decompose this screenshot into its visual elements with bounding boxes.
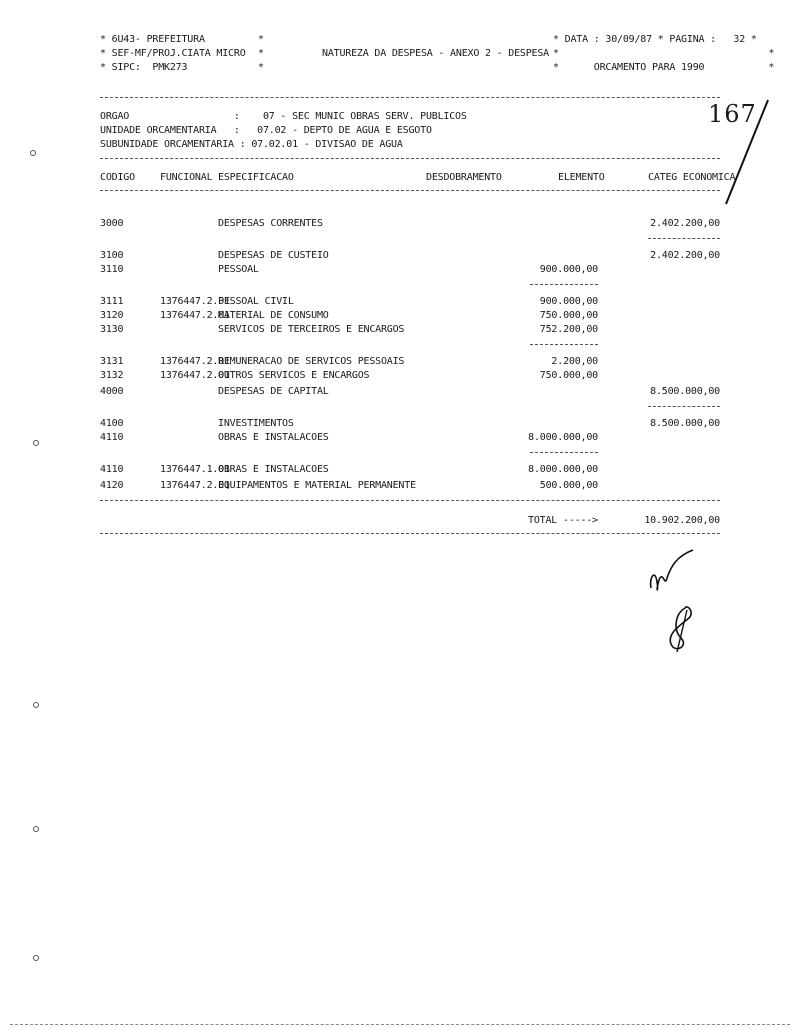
- subtotal-underline: [648, 238, 720, 239]
- pen-stroke-icon: [722, 96, 772, 208]
- row-elemento: 750.000,00: [539, 370, 598, 381]
- subunidade-line: SUBUNIDADE ORCAMENTARIA : 07.02.01 - DIVISAO DE AGUA: [100, 139, 403, 150]
- row-funcional: 1376447.2.01: [160, 370, 230, 381]
- row-especificacao: PESSOAL CIVIL: [218, 296, 294, 307]
- col-categ-economica: CATEG ECONOMICA: [648, 172, 736, 183]
- row-categ-economica: 2.402.200,00: [650, 250, 720, 261]
- row-funcional: 1376447.1.01: [160, 464, 230, 475]
- subtotal-underline: [530, 284, 598, 285]
- page-number-handwritten: 167: [708, 100, 757, 128]
- punch-hole-mark: [30, 150, 36, 156]
- header-left-3: * SIPC: PMK273: [100, 62, 188, 73]
- row-funcional: 1376447.2.01: [160, 310, 230, 321]
- row-especificacao: OBRAS E INSTALACOES: [218, 432, 329, 443]
- row-especificacao: OUTROS SERVICOS E ENCARGOS: [218, 370, 370, 381]
- col-funcional: FUNCIONAL: [160, 172, 213, 183]
- row-categ-economica: 8.500.000,00: [650, 386, 720, 397]
- row-code: 3131: [100, 356, 124, 367]
- col-especificacao: ESPECIFICACAO: [218, 172, 294, 183]
- row-code: 3110: [100, 264, 124, 275]
- row-code: 4100: [100, 418, 124, 429]
- row-especificacao: DESPESAS DE CAPITAL: [218, 386, 329, 397]
- subtotal-underline: [530, 344, 598, 345]
- row-especificacao: REMUNERACAO DE SERVICOS PESSOAIS: [218, 356, 405, 367]
- orgao-line: ORGAO : 07 - SEC MUNIC OBRAS SERV. PUBLICOS: [100, 111, 467, 122]
- row-categ-economica: 8.500.000,00: [650, 418, 720, 429]
- page-edge-line: [10, 1024, 790, 1025]
- subtotal-underline: [530, 452, 598, 453]
- row-especificacao: EQUIPAMENTOS E MATERIAL PERMANENTE: [218, 480, 416, 491]
- subtotal-underline: [648, 406, 720, 407]
- row-elemento: 500.000,00: [539, 480, 598, 491]
- row-funcional: 1376447.2.01: [160, 296, 230, 307]
- row-code: 3120: [100, 310, 124, 321]
- row-code: 4120: [100, 480, 124, 491]
- row-elemento: 8.000.000,00: [528, 464, 598, 475]
- punch-hole-mark: [33, 440, 39, 446]
- total-value: 10.902.200,00: [644, 515, 720, 526]
- divider: [100, 158, 720, 159]
- header-left-2: * SEF-MF/PROJ.CIATA MICRO: [100, 48, 246, 59]
- row-especificacao: INVESTIMENTOS: [218, 418, 294, 429]
- report-title: NATUREZA DA DESPESA - ANEXO 2 - DESPESA: [322, 48, 549, 59]
- row-elemento: 2.200,00: [551, 356, 598, 367]
- header-right-2: * *: [553, 48, 775, 59]
- punch-hole-mark: [33, 826, 39, 832]
- header-mark-1: *: [258, 34, 264, 45]
- row-especificacao: OBRAS E INSTALACOES: [218, 464, 329, 475]
- row-code: 3132: [100, 370, 124, 381]
- divider: [100, 190, 720, 191]
- row-code: 3100: [100, 250, 124, 261]
- total-label: TOTAL ----->: [528, 515, 598, 526]
- row-code: 4110: [100, 464, 124, 475]
- unidade-line: UNIDADE ORCAMENTARIA : 07.02 - DEPTO DE AGUA E ESGOTO: [100, 125, 432, 136]
- row-funcional: 1376447.2.01: [160, 480, 230, 491]
- col-codigo: CODIGO: [100, 172, 135, 183]
- row-elemento: 900.000,00: [539, 264, 598, 275]
- header-mark-2: *: [258, 48, 264, 59]
- header-mark-3: *: [258, 62, 264, 73]
- row-categ-economica: 2.402.200,00: [650, 218, 720, 229]
- punch-hole-mark: [33, 955, 39, 961]
- divider: [100, 500, 720, 501]
- row-elemento: 8.000.000,00: [528, 432, 598, 443]
- row-especificacao: DESPESAS DE CUSTEIO: [218, 250, 329, 261]
- row-elemento: 752.200,00: [539, 324, 598, 335]
- col-desdobramento: DESDOBRAMENTO: [426, 172, 502, 183]
- row-code: 3000: [100, 218, 124, 229]
- handwritten-initials-icon: [645, 548, 715, 660]
- row-elemento: 750.000,00: [539, 310, 598, 321]
- col-elemento: ELEMENTO: [558, 172, 605, 183]
- row-especificacao: PESSOAL: [218, 264, 259, 275]
- row-elemento: 900.000,00: [539, 296, 598, 307]
- row-especificacao: DESPESAS CORRENTES: [218, 218, 323, 229]
- row-funcional: 1376447.2.01: [160, 356, 230, 367]
- row-code: 4110: [100, 432, 124, 443]
- divider: [100, 533, 720, 534]
- row-code: 3111: [100, 296, 124, 307]
- row-especificacao: SERVICOS DE TERCEIROS E ENCARGOS: [218, 324, 405, 335]
- header-left-1: * 6U43- PREFEITURA: [100, 34, 205, 45]
- date-page: * DATA : 30/09/87 * PAGINA : 32 *: [553, 34, 757, 45]
- divider: [100, 97, 720, 98]
- row-code: 4000: [100, 386, 124, 397]
- budget-year: * ORCAMENTO PARA 1990 *: [553, 62, 775, 73]
- row-code: 3130: [100, 324, 124, 335]
- punch-hole-mark: [33, 702, 39, 708]
- row-especificacao: MATERIAL DE CONSUMO: [218, 310, 329, 321]
